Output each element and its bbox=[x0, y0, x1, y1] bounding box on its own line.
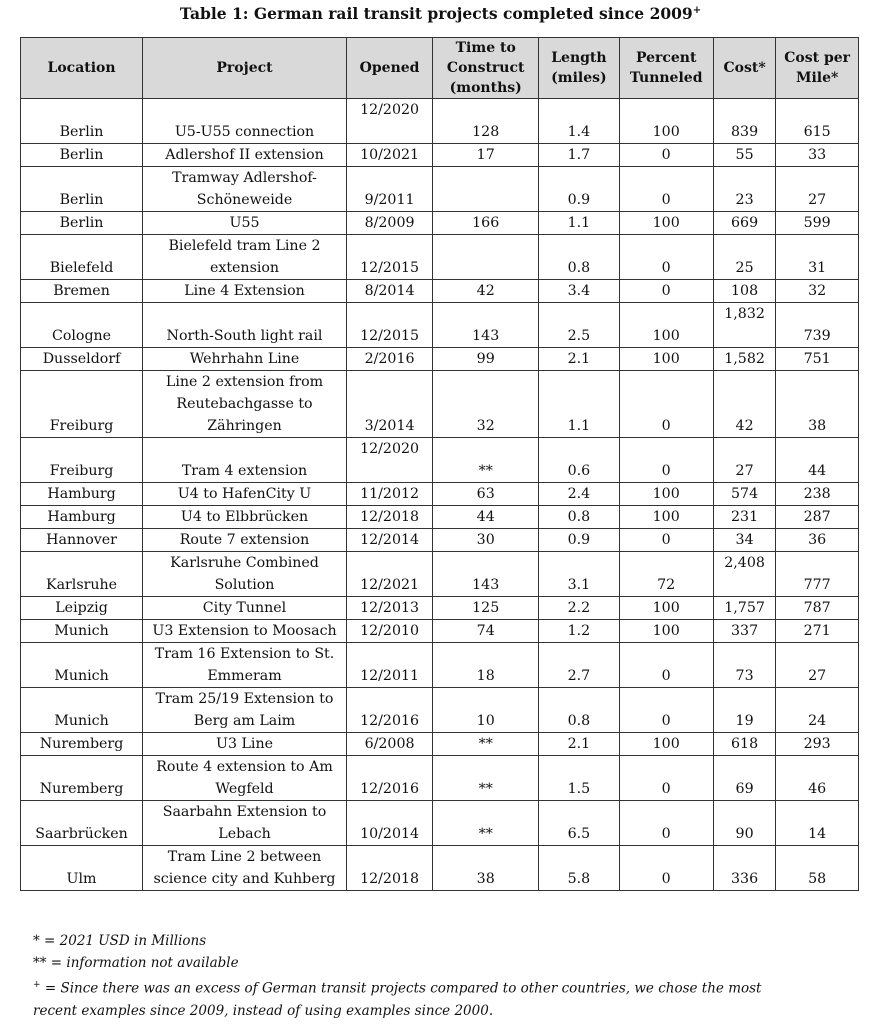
cell-location: Leipzig bbox=[21, 597, 143, 620]
cell-opened: 10/2021 bbox=[346, 144, 432, 167]
cell-location: Hamburg bbox=[21, 483, 143, 506]
cell-cost-per-mile: 38 bbox=[776, 371, 859, 438]
cell-opened: 12/2014 bbox=[346, 529, 432, 552]
cell-cost: 42 bbox=[713, 371, 775, 438]
cell-cost-per-mile: 24 bbox=[776, 688, 859, 733]
table-row bbox=[21, 280, 859, 303]
cell-length: 0.8 bbox=[539, 506, 619, 529]
cell-tunneled: 100 bbox=[619, 212, 713, 235]
cell-opened: 12/2018 bbox=[346, 506, 432, 529]
cell-opened: 12/2013 bbox=[346, 597, 432, 620]
header-cost: Cost* bbox=[713, 38, 775, 99]
title-footnote-marker: + bbox=[692, 4, 702, 16]
cell-length: 1.7 bbox=[539, 144, 619, 167]
cell-tunneled: 100 bbox=[619, 348, 713, 371]
cell-cost: 2,408 bbox=[713, 552, 775, 597]
cell-location: Berlin bbox=[21, 144, 143, 167]
cell-cost-per-mile: 615 bbox=[776, 99, 859, 144]
table-row bbox=[21, 733, 859, 756]
cell-time: 63 bbox=[433, 483, 539, 506]
cell-tunneled: 0 bbox=[619, 371, 713, 438]
cell-tunneled: 0 bbox=[619, 688, 713, 733]
cell-tunneled: 100 bbox=[619, 597, 713, 620]
cell-cost-per-mile: 751 bbox=[776, 348, 859, 371]
table-row bbox=[21, 167, 859, 212]
cell-length: 2.4 bbox=[539, 483, 619, 506]
cell-cost: 1,757 bbox=[713, 597, 775, 620]
table-title bbox=[0, 4, 881, 23]
cell-cost-per-mile: 739 bbox=[776, 303, 859, 348]
cell-project: U4 to Elbbrücken bbox=[143, 506, 347, 529]
cell-length: 1.4 bbox=[539, 99, 619, 144]
cell-length: 5.8 bbox=[539, 846, 619, 891]
cell-cost-per-mile: 293 bbox=[776, 733, 859, 756]
cell-time bbox=[433, 235, 539, 280]
cell-opened: 9/2011 bbox=[346, 167, 432, 212]
cell-time: 42 bbox=[433, 280, 539, 303]
cell-project: Tramway Adlershof-Schöneweide bbox=[143, 167, 347, 212]
cell-length: 2.1 bbox=[539, 733, 619, 756]
cell-opened: 12/2016 bbox=[346, 756, 432, 801]
cell-location: Hamburg bbox=[21, 506, 143, 529]
cell-length: 0.9 bbox=[539, 529, 619, 552]
cell-tunneled: 72 bbox=[619, 552, 713, 597]
cell-length: 3.4 bbox=[539, 280, 619, 303]
table-row bbox=[21, 303, 859, 348]
cell-cost-per-mile: 287 bbox=[776, 506, 859, 529]
table-row bbox=[21, 438, 859, 483]
table-row bbox=[21, 846, 859, 891]
cell-location: Munich bbox=[21, 688, 143, 733]
cell-cost: 23 bbox=[713, 167, 775, 212]
cell-project: Karlsruhe Combined Solution bbox=[143, 552, 347, 597]
cell-opened: 8/2009 bbox=[346, 212, 432, 235]
cell-tunneled: 0 bbox=[619, 167, 713, 212]
cell-time: 166 bbox=[433, 212, 539, 235]
cell-cost: 231 bbox=[713, 506, 775, 529]
cell-project: Tram 25/19 Extension to Berg am Laim bbox=[143, 688, 347, 733]
cell-time bbox=[433, 167, 539, 212]
cell-time: ** bbox=[433, 801, 539, 846]
table-row bbox=[21, 688, 859, 733]
cell-time: 44 bbox=[433, 506, 539, 529]
cell-tunneled: 0 bbox=[619, 756, 713, 801]
cell-opened: 12/2020 bbox=[346, 99, 432, 144]
table-title-text: Table 1: German rail transit projects completed since 2009 bbox=[179, 4, 693, 23]
cell-cost-per-mile: 36 bbox=[776, 529, 859, 552]
cell-cost: 574 bbox=[713, 483, 775, 506]
table-row bbox=[21, 756, 859, 801]
cell-tunneled: 0 bbox=[619, 801, 713, 846]
cell-project: Adlershof II extension bbox=[143, 144, 347, 167]
cell-time: 143 bbox=[433, 303, 539, 348]
cell-length: 2.2 bbox=[539, 597, 619, 620]
cell-tunneled: 100 bbox=[619, 506, 713, 529]
cell-cost-per-mile: 31 bbox=[776, 235, 859, 280]
cell-cost-per-mile: 27 bbox=[776, 643, 859, 688]
cell-project: Bielefeld tram Line 2 extension bbox=[143, 235, 347, 280]
header-cost-per-mile: Cost per Mile* bbox=[776, 38, 859, 99]
cell-tunneled: 0 bbox=[619, 529, 713, 552]
cell-length: 0.8 bbox=[539, 688, 619, 733]
cell-length: 2.5 bbox=[539, 303, 619, 348]
cell-length: 6.5 bbox=[539, 801, 619, 846]
cell-project: City Tunnel bbox=[143, 597, 347, 620]
cell-length: 2.7 bbox=[539, 643, 619, 688]
cell-cost: 337 bbox=[713, 620, 775, 643]
cell-project: U4 to HafenCity U bbox=[143, 483, 347, 506]
cell-time: ** bbox=[433, 756, 539, 801]
cell-opened: 11/2012 bbox=[346, 483, 432, 506]
cell-time: ** bbox=[433, 733, 539, 756]
cell-cost: 55 bbox=[713, 144, 775, 167]
cell-cost-per-mile: 14 bbox=[776, 801, 859, 846]
cell-location: Karlsruhe bbox=[21, 552, 143, 597]
cell-length: 1.1 bbox=[539, 212, 619, 235]
cell-location: Dusseldorf bbox=[21, 348, 143, 371]
table-row bbox=[21, 620, 859, 643]
footnote-cost bbox=[33, 930, 793, 952]
header-time-to-construct: Time to Construct (months) bbox=[433, 38, 539, 99]
cell-length: 0.8 bbox=[539, 235, 619, 280]
table-row bbox=[21, 801, 859, 846]
cell-cost: 839 bbox=[713, 99, 775, 144]
table-row bbox=[21, 643, 859, 688]
table-row bbox=[21, 483, 859, 506]
cell-cost-per-mile: 238 bbox=[776, 483, 859, 506]
cell-tunneled: 0 bbox=[619, 438, 713, 483]
cell-tunneled: 0 bbox=[619, 846, 713, 891]
cell-location: Munich bbox=[21, 643, 143, 688]
rail-projects-table bbox=[20, 37, 859, 891]
cell-time: 74 bbox=[433, 620, 539, 643]
cell-time: 17 bbox=[433, 144, 539, 167]
table-row bbox=[21, 506, 859, 529]
cell-project: Line 4 Extension bbox=[143, 280, 347, 303]
footnote-marker: + bbox=[33, 980, 41, 990]
cell-location: Bielefeld bbox=[21, 235, 143, 280]
cell-opened: 12/2021 bbox=[346, 552, 432, 597]
header-length: Length (miles) bbox=[539, 38, 619, 99]
cell-time: 32 bbox=[433, 371, 539, 438]
cell-cost: 1,582 bbox=[713, 348, 775, 371]
cell-cost-per-mile: 58 bbox=[776, 846, 859, 891]
cell-time: ** bbox=[433, 438, 539, 483]
cell-location: Berlin bbox=[21, 167, 143, 212]
cell-tunneled: 0 bbox=[619, 235, 713, 280]
table-row bbox=[21, 529, 859, 552]
cell-time: 99 bbox=[433, 348, 539, 371]
cell-location: Munich bbox=[21, 620, 143, 643]
cell-cost: 90 bbox=[713, 801, 775, 846]
cell-tunneled: 100 bbox=[619, 303, 713, 348]
cell-cost-per-mile: 777 bbox=[776, 552, 859, 597]
cell-cost: 669 bbox=[713, 212, 775, 235]
table-header-row bbox=[21, 38, 859, 99]
cell-cost-per-mile: 44 bbox=[776, 438, 859, 483]
cell-project: Route 7 extension bbox=[143, 529, 347, 552]
cell-length: 0.9 bbox=[539, 167, 619, 212]
cell-cost: 108 bbox=[713, 280, 775, 303]
cell-cost-per-mile: 271 bbox=[776, 620, 859, 643]
cell-location: Nuremberg bbox=[21, 756, 143, 801]
table-row bbox=[21, 99, 859, 144]
cell-opened: 12/2016 bbox=[346, 688, 432, 733]
footnote-marker: ** bbox=[33, 955, 47, 971]
cell-opened: 3/2014 bbox=[346, 371, 432, 438]
cell-opened: 12/2015 bbox=[346, 235, 432, 280]
cell-opened: 10/2014 bbox=[346, 801, 432, 846]
cell-project: Route 4 extension to Am Wegfeld bbox=[143, 756, 347, 801]
cell-tunneled: 100 bbox=[619, 483, 713, 506]
cell-project: Line 2 extension from Reutebachgasse to Zähringen bbox=[143, 371, 347, 438]
footnote-text: = 2021 USD in Millions bbox=[39, 933, 207, 949]
cell-project: Saarbahn Extension to Lebach bbox=[143, 801, 347, 846]
cell-project: North-South light rail bbox=[143, 303, 347, 348]
cell-time: 128 bbox=[433, 99, 539, 144]
cell-project: U5-U55 connection bbox=[143, 99, 347, 144]
table-row bbox=[21, 144, 859, 167]
cell-opened: 12/2015 bbox=[346, 303, 432, 348]
cell-location: Saarbrücken bbox=[21, 801, 143, 846]
cell-location: Freiburg bbox=[21, 438, 143, 483]
cell-location: Cologne bbox=[21, 303, 143, 348]
table-row bbox=[21, 371, 859, 438]
footnote-na bbox=[33, 952, 793, 974]
cell-tunneled: 100 bbox=[619, 99, 713, 144]
cell-project: Tram 4 extension bbox=[143, 438, 347, 483]
cell-location: Freiburg bbox=[21, 371, 143, 438]
cell-cost: 27 bbox=[713, 438, 775, 483]
cell-location: Bremen bbox=[21, 280, 143, 303]
cell-location: Ulm bbox=[21, 846, 143, 891]
table-row bbox=[21, 348, 859, 371]
footnote-since-2009 bbox=[33, 974, 793, 1022]
footnote-text: = information not available bbox=[46, 955, 239, 971]
cell-tunneled: 0 bbox=[619, 643, 713, 688]
cell-time: 30 bbox=[433, 529, 539, 552]
cell-time: 125 bbox=[433, 597, 539, 620]
header-opened: Opened bbox=[346, 38, 432, 99]
cell-opened: 12/2010 bbox=[346, 620, 432, 643]
cell-cost-per-mile: 27 bbox=[776, 167, 859, 212]
cell-length: 0.6 bbox=[539, 438, 619, 483]
cell-tunneled: 0 bbox=[619, 144, 713, 167]
cell-cost: 1,832 bbox=[713, 303, 775, 348]
cell-cost: 73 bbox=[713, 643, 775, 688]
table-row bbox=[21, 212, 859, 235]
cell-cost-per-mile: 599 bbox=[776, 212, 859, 235]
table-row bbox=[21, 235, 859, 280]
cell-project: Tram 16 Extension to St. Emmeram bbox=[143, 643, 347, 688]
cell-location: Berlin bbox=[21, 212, 143, 235]
cell-cost: 19 bbox=[713, 688, 775, 733]
cell-length: 1.5 bbox=[539, 756, 619, 801]
cell-location: Berlin bbox=[21, 99, 143, 144]
cell-project: Tram Line 2 between science city and Kuhberg bbox=[143, 846, 347, 891]
cell-length: 3.1 bbox=[539, 552, 619, 597]
footnote-text: = Since there was an excess of German transit projects compared to other countries, we chose the most recent examples since 2009, instead of using examples since 2000. bbox=[33, 980, 762, 1019]
footnote-marker: * bbox=[33, 933, 40, 949]
cell-cost-per-mile: 787 bbox=[776, 597, 859, 620]
cell-time: 18 bbox=[433, 643, 539, 688]
cell-length: 1.2 bbox=[539, 620, 619, 643]
cell-tunneled: 100 bbox=[619, 733, 713, 756]
cell-opened: 6/2008 bbox=[346, 733, 432, 756]
footnotes bbox=[33, 930, 793, 1022]
cell-opened: 12/2011 bbox=[346, 643, 432, 688]
cell-cost: 25 bbox=[713, 235, 775, 280]
cell-cost: 618 bbox=[713, 733, 775, 756]
cell-cost-per-mile: 33 bbox=[776, 144, 859, 167]
cell-opened: 8/2014 bbox=[346, 280, 432, 303]
cell-project: Wehrhahn Line bbox=[143, 348, 347, 371]
header-location: Location bbox=[21, 38, 143, 99]
cell-cost: 69 bbox=[713, 756, 775, 801]
cell-tunneled: 0 bbox=[619, 280, 713, 303]
cell-opened: 2/2016 bbox=[346, 348, 432, 371]
cell-cost-per-mile: 32 bbox=[776, 280, 859, 303]
cell-tunneled: 100 bbox=[619, 620, 713, 643]
cell-location: Nuremberg bbox=[21, 733, 143, 756]
cell-time: 143 bbox=[433, 552, 539, 597]
cell-project: U3 Extension to Moosach bbox=[143, 620, 347, 643]
cell-cost: 34 bbox=[713, 529, 775, 552]
cell-project: U55 bbox=[143, 212, 347, 235]
table-body bbox=[21, 99, 859, 891]
cell-cost-per-mile: 46 bbox=[776, 756, 859, 801]
header-project: Project bbox=[143, 38, 347, 99]
cell-project: U3 Line bbox=[143, 733, 347, 756]
cell-time: 38 bbox=[433, 846, 539, 891]
cell-opened: 12/2020 bbox=[346, 438, 432, 483]
table-row bbox=[21, 597, 859, 620]
cell-cost: 336 bbox=[713, 846, 775, 891]
header-percent-tunneled: Percent Tunneled bbox=[619, 38, 713, 99]
cell-location: Hannover bbox=[21, 529, 143, 552]
cell-opened: 12/2018 bbox=[346, 846, 432, 891]
cell-time: 10 bbox=[433, 688, 539, 733]
cell-length: 2.1 bbox=[539, 348, 619, 371]
table-row bbox=[21, 552, 859, 597]
cell-length: 1.1 bbox=[539, 371, 619, 438]
